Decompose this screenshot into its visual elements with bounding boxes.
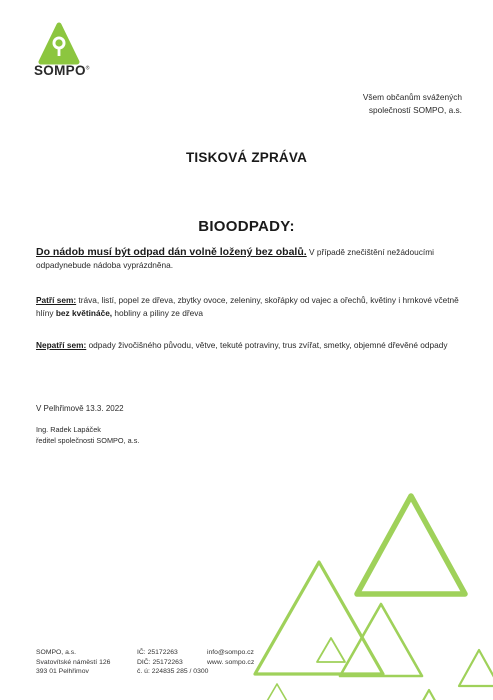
footer-city: 393 01 Pelhřimov	[36, 668, 89, 675]
footer-contact	[207, 648, 254, 667]
allowed-paragraph	[36, 294, 460, 319]
allowed-text: tráva, listí, popel ze dřeva, zbytky ovoce, zeleniny, skořápky od vajec a ořechů, květiny i hrnkové včetně hlíny	[36, 295, 459, 318]
recipient-address	[363, 91, 462, 116]
allowed-label: Patří sem:	[36, 295, 77, 305]
recipient-line: společností SOMPO, a.s.	[368, 104, 462, 115]
footer-company: SOMPO, a.s.	[36, 649, 77, 656]
footer-dic: DIČ: 25172263	[137, 658, 183, 666]
allowed-text-end: hobliny a piliny ze dřeva	[112, 307, 203, 318]
decorative-triangles-icon	[233, 478, 493, 700]
footer-ic: IČ: 25172263	[137, 649, 178, 656]
document-title: TISKOVÁ ZPRÁVA	[185, 150, 308, 165]
intro-lead: Do nádob musí být odpad dán volně ložený bez obalů.	[36, 246, 307, 258]
forbidden-label: Nepatří sem:	[36, 340, 87, 350]
forbidden-paragraph	[36, 339, 460, 352]
intro-paragraph	[36, 246, 460, 271]
footer-address	[36, 648, 110, 677]
footer-account: č. ú: 224835 285 / 0300	[137, 668, 209, 675]
intro-rest: V případě znečištění nežádoucími odpadynebude nádoba vyprázdněna.	[36, 247, 434, 270]
footer-street: Svatovítské náměstí 126	[36, 658, 111, 666]
footer-web[interactable]: www. sompo.cz	[207, 658, 255, 666]
date-place: V Pelhřimově 13.3. 2022	[36, 404, 124, 413]
brand-name: SOMPO®	[34, 63, 90, 78]
forbidden-text: odpady živočišného původu, větve, tekuté potraviny, trus zvířat, smetky, objemné dřevěné odpady	[86, 340, 448, 350]
signature-block	[36, 425, 139, 446]
signer-name: Ing. Radek Lapáček	[36, 425, 101, 434]
recipient-line: Všem občanům svážených	[362, 92, 462, 102]
footer-email[interactable]: info@sompo.cz	[207, 649, 254, 656]
allowed-bold: bez květináče,	[55, 307, 113, 318]
signer-role: ředitel společnosti SOMPO, a.s.	[36, 435, 140, 445]
section-heading: BIOODPADY:	[198, 218, 295, 235]
footer-ids	[137, 648, 208, 677]
